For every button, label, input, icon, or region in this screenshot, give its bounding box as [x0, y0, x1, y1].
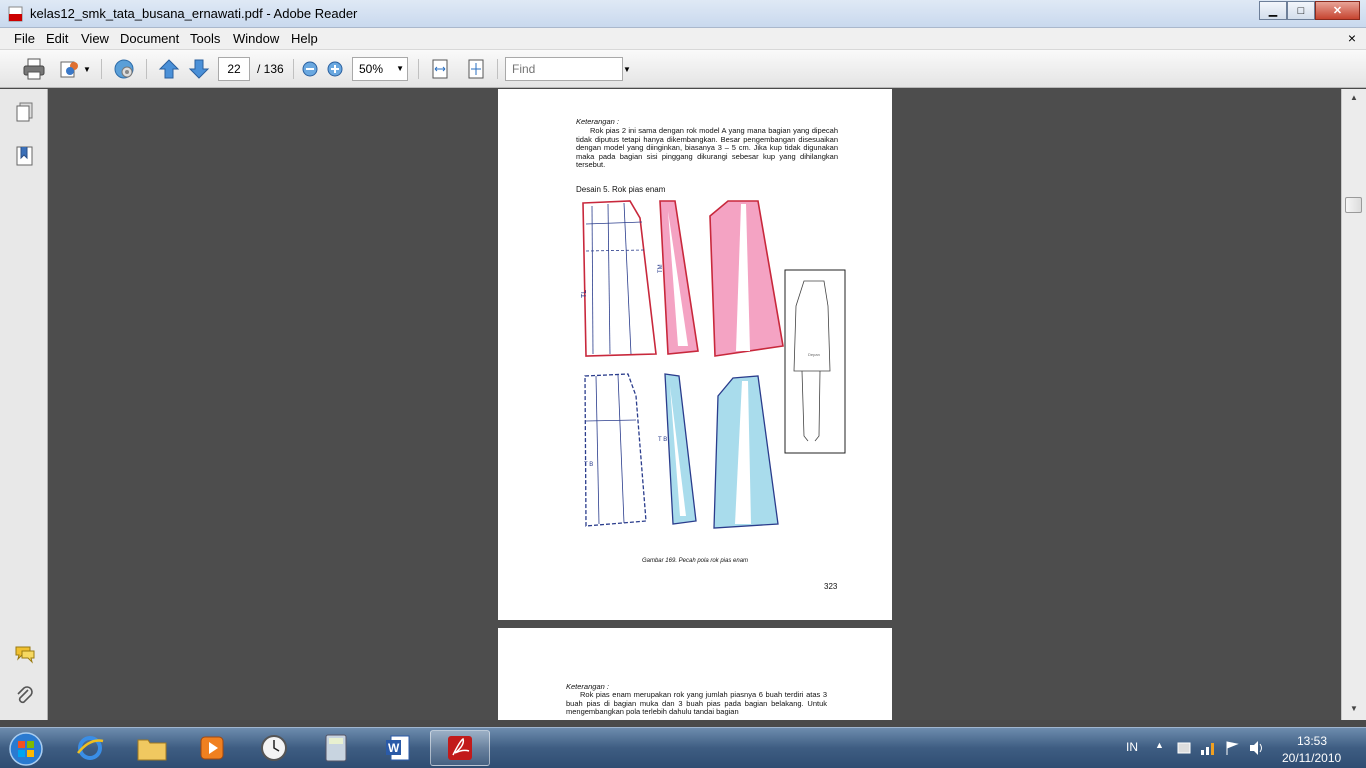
svg-text:W: W [388, 741, 400, 755]
find-input[interactable] [505, 57, 623, 81]
menu-file[interactable]: File [14, 31, 35, 46]
fit-page-icon [467, 59, 485, 79]
clock-date[interactable]: 20/11/2010 [1282, 751, 1342, 765]
share-button[interactable] [110, 57, 138, 81]
close-icon: ✕ [1332, 5, 1343, 17]
previous-page-button[interactable] [156, 57, 182, 81]
page-number-input[interactable] [218, 57, 250, 81]
attachments-icon[interactable] [14, 685, 36, 707]
document-close-button[interactable]: × [1347, 30, 1356, 46]
zoom-value: 50% [359, 62, 384, 76]
menu-edit[interactable]: Edit [46, 31, 69, 46]
navigation-pane [0, 89, 48, 720]
network-icon[interactable] [1200, 740, 1216, 756]
note-heading: Keterangan : [576, 117, 619, 126]
front-pattern-outline [583, 201, 656, 356]
language-indicator[interactable]: IN [1126, 740, 1138, 754]
page-thumbnails-icon[interactable] [14, 101, 36, 123]
globe-gear-icon [112, 57, 136, 81]
print-button[interactable] [20, 57, 48, 81]
clock-icon [259, 733, 289, 763]
title-bar [0, 0, 1366, 28]
toolbar-separator [146, 59, 147, 79]
back-pattern-outline [585, 374, 646, 526]
menu-help[interactable]: Help [291, 31, 318, 46]
page-number: 323 [824, 582, 838, 591]
figure-caption: Gambar 169. Pecah pola rok pias enam [641, 558, 749, 564]
menu-document[interactable]: Document [120, 31, 180, 46]
arrow-down-icon [188, 58, 210, 80]
page-total: / 136 [257, 62, 284, 76]
adobe-reader-icon [445, 733, 475, 763]
figure-label: Depan [808, 352, 820, 357]
menu-window[interactable]: Window [233, 31, 280, 46]
minimize-icon: ▁ [1268, 5, 1278, 17]
find-options-chevron-icon[interactable]: ▼ [623, 65, 631, 74]
pattern-label-tm: TM [658, 264, 664, 273]
comments-icon[interactable] [14, 643, 36, 665]
pattern-label-tl: TL [581, 289, 588, 298]
toolbar-separator [293, 59, 294, 79]
fit-page-button[interactable] [464, 57, 488, 81]
taskbar-word[interactable] [368, 730, 428, 766]
action-center-flag-icon[interactable] [1224, 740, 1240, 756]
word-icon [383, 733, 413, 763]
taskbar-calculator[interactable] [306, 730, 366, 766]
note-heading: Keterangan : [566, 682, 609, 691]
printer-icon [22, 58, 46, 80]
toolbar [0, 50, 1366, 88]
fit-width-icon [431, 59, 449, 79]
volume-icon[interactable] [1248, 740, 1266, 756]
note-body: Rok pias 2 ini sama dengan rok model A yang mana bagian yang dipecah tidak diputus tetapi hanya dikembangkan. Besar pengembangan disesuaikan dengan model yang diinginkan, biasanya 3 – 5 cm. Jika kup tidak digunakan maka pada bagian sisi pinggang dikurangi sebesar kup yang dihilangkan tersebut. [576, 126, 838, 169]
chevron-down-icon: ▼ [83, 64, 91, 74]
adobe-reader-icon [8, 6, 24, 22]
skirt-figure-outline [794, 281, 830, 371]
skirt-pattern-illustration [578, 196, 848, 546]
taskbar-media-player[interactable] [182, 730, 242, 766]
toolbar-separator [418, 59, 419, 79]
window-title: kelas12_smk_tata_busana_ernawati.pdf - Adobe Reader [30, 6, 358, 21]
menu-view[interactable]: View [81, 31, 109, 46]
internet-explorer-icon [75, 733, 105, 763]
collaborate-button[interactable] [56, 57, 94, 81]
taskbar-internet-explorer[interactable] [60, 730, 120, 766]
zoom-out-icon [302, 61, 318, 77]
maximize-icon: □ [1297, 4, 1305, 17]
document-view[interactable] [49, 89, 1341, 720]
pdf-page-next [498, 628, 892, 720]
menu-bar [0, 28, 1366, 50]
maximize-button[interactable] [1287, 1, 1315, 20]
tray-device-icon[interactable] [1176, 740, 1192, 756]
show-hidden-icons[interactable]: ▲ [1155, 740, 1164, 750]
pattern-label-tb2: T B [658, 437, 668, 443]
clock-time[interactable]: 13:53 [1297, 734, 1328, 748]
zoom-in-icon [327, 61, 343, 77]
chevron-down-icon: ▼ [396, 64, 404, 73]
next-page-button[interactable] [186, 57, 212, 81]
zoom-out-button[interactable] [300, 57, 320, 81]
zoom-in-button[interactable] [325, 57, 345, 81]
scroll-down-icon[interactable]: ▼ [1350, 704, 1358, 713]
note-body: Rok pias enam merupakan rok yang jumlah piasnya 6 buah terdiri atas 3 buah pias di bagian muka dan 3 buah pias pada bagian belakang. Untuk mengembangkan pola terlebih dahulu tandai bagian [566, 690, 827, 716]
calculator-icon [323, 733, 349, 763]
arrow-up-icon [158, 58, 180, 80]
taskbar-file-explorer[interactable] [122, 730, 182, 766]
minimize-button[interactable] [1259, 1, 1287, 20]
bookmarks-icon[interactable] [14, 145, 36, 167]
taskbar-adobe-reader[interactable] [430, 730, 490, 766]
taskbar [0, 727, 1366, 768]
collaborate-icon [59, 58, 81, 80]
pdf-page-323 [498, 89, 892, 620]
folder-icon [136, 734, 168, 762]
design-title: Desain 5. Rok pias enam [576, 185, 666, 194]
taskbar-clock-app[interactable] [244, 730, 304, 766]
start-button-icon[interactable] [6, 731, 46, 767]
scroll-thumb[interactable] [1345, 197, 1362, 213]
scroll-up-icon[interactable]: ▲ [1350, 93, 1358, 102]
menu-tools[interactable]: Tools [190, 31, 221, 46]
toolbar-separator [101, 59, 102, 79]
close-button[interactable] [1315, 1, 1360, 20]
toolbar-separator [497, 59, 498, 79]
zoom-select[interactable] [352, 57, 408, 81]
vertical-scrollbar[interactable] [1341, 89, 1366, 720]
media-player-icon [198, 734, 226, 762]
pattern-label-tb: T B [584, 462, 594, 468]
fit-width-button[interactable] [428, 57, 452, 81]
